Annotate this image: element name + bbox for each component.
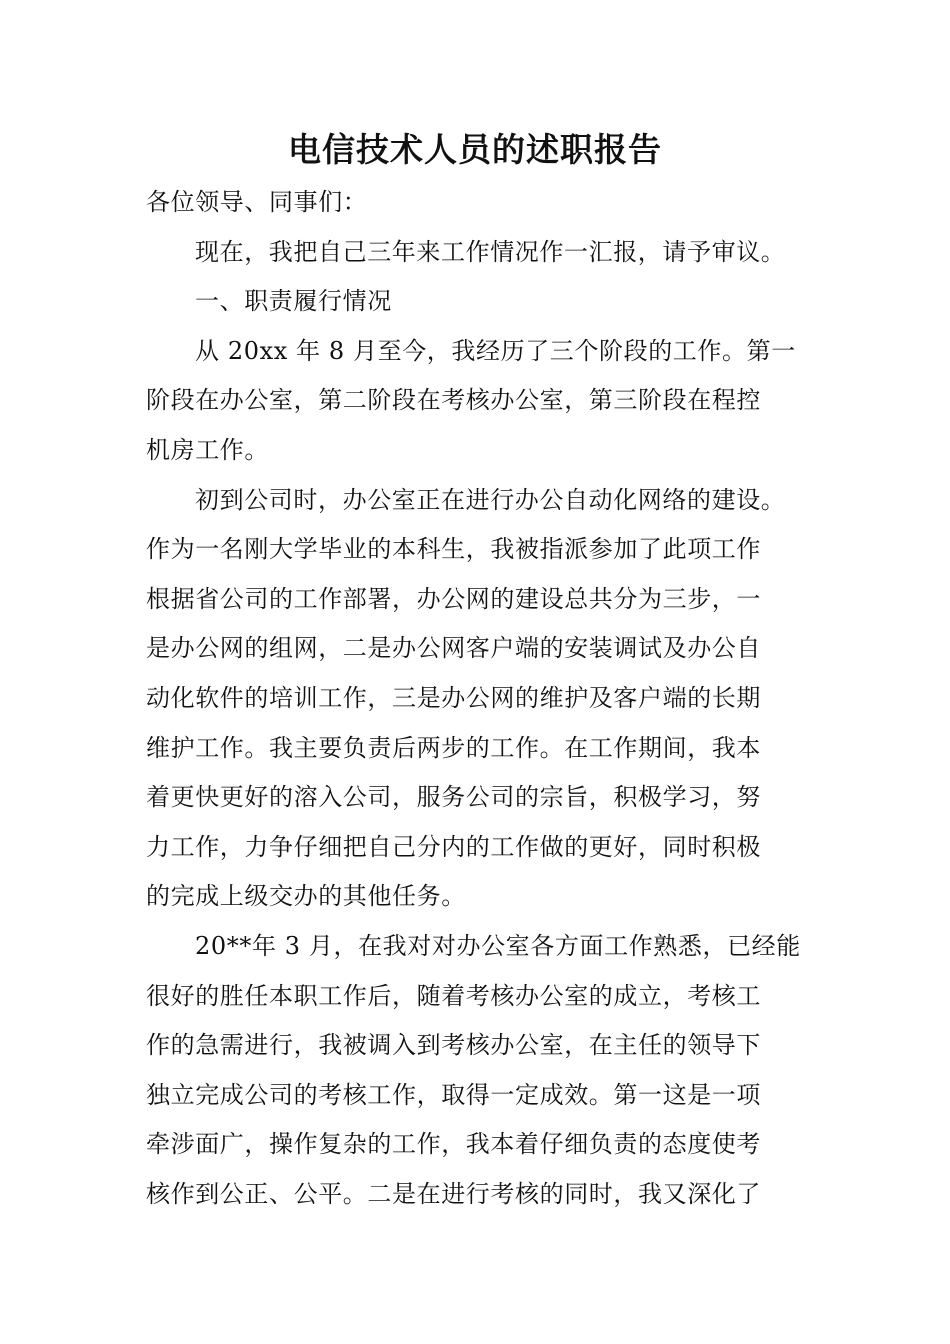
text-line: 独立完成公司的考核工作，取得一定成效。第一这是一项 [146,1080,761,1109]
text-line: 从 20xx 年 8 月至今，我经历了三个阶段的工作。第一 [195,336,796,365]
text-line: 各位领导、同事们： [146,188,368,216]
text-line: 力工作，力争仔细把自己分内的工作做的更好，同时积极 [146,832,761,861]
text-line: 20**年 3 月，在我对对办公室各方面工作熟悉，已经能 [195,931,801,960]
text-line: 核作到公正、公平。二是在进行考核的同时，我又深化了 [146,1179,761,1208]
document-body [146,178,816,1219]
text-line: 维护工作。我主要负责后两步的工作。在工作期间，我本 [146,733,761,762]
text-line: 牵涉面广，操作复杂的工作，我本着仔细负责的态度使考 [146,1130,761,1159]
text-line: 着更快更好的溶入公司，服务公司的宗旨，积极学习，努 [146,783,761,812]
text-line: 动化软件的培训工作，三是办公网的维护及客户端的长期 [146,683,761,712]
text-line: 根据省公司的工作部署，办公网的建设总共分为三步，一 [146,584,761,613]
document-title: 电信技术人员的述职报告 [288,130,662,169]
text-line: 一、职责履行情况 [195,287,392,316]
text-line: 机房工作。 [146,435,269,464]
text-line: 的完成上级交办的其他任务。 [146,882,466,911]
text-line: 作的急需进行，我被调入到考核办公室，在主任的领导下 [146,1031,761,1060]
text-line: 是办公网的组网，二是办公网客户端的安装调试及办公自 [146,634,761,663]
text-line: 很好的胜任本职工作后，随着考核办公室的成立，考核工 [146,981,761,1010]
text-line: 初到公司时，办公室正在进行办公自动化网络的建设。 [195,485,786,514]
text-line: 作为一名刚大学毕业的本科生，我被指派参加了此项工作 [146,535,761,564]
text-line: 现在，我把自己三年来工作情况作一汇报，请予审议。 [195,237,786,266]
text-line: 阶段在办公室，第二阶段在考核办公室，第三阶段在程控 [146,386,761,415]
